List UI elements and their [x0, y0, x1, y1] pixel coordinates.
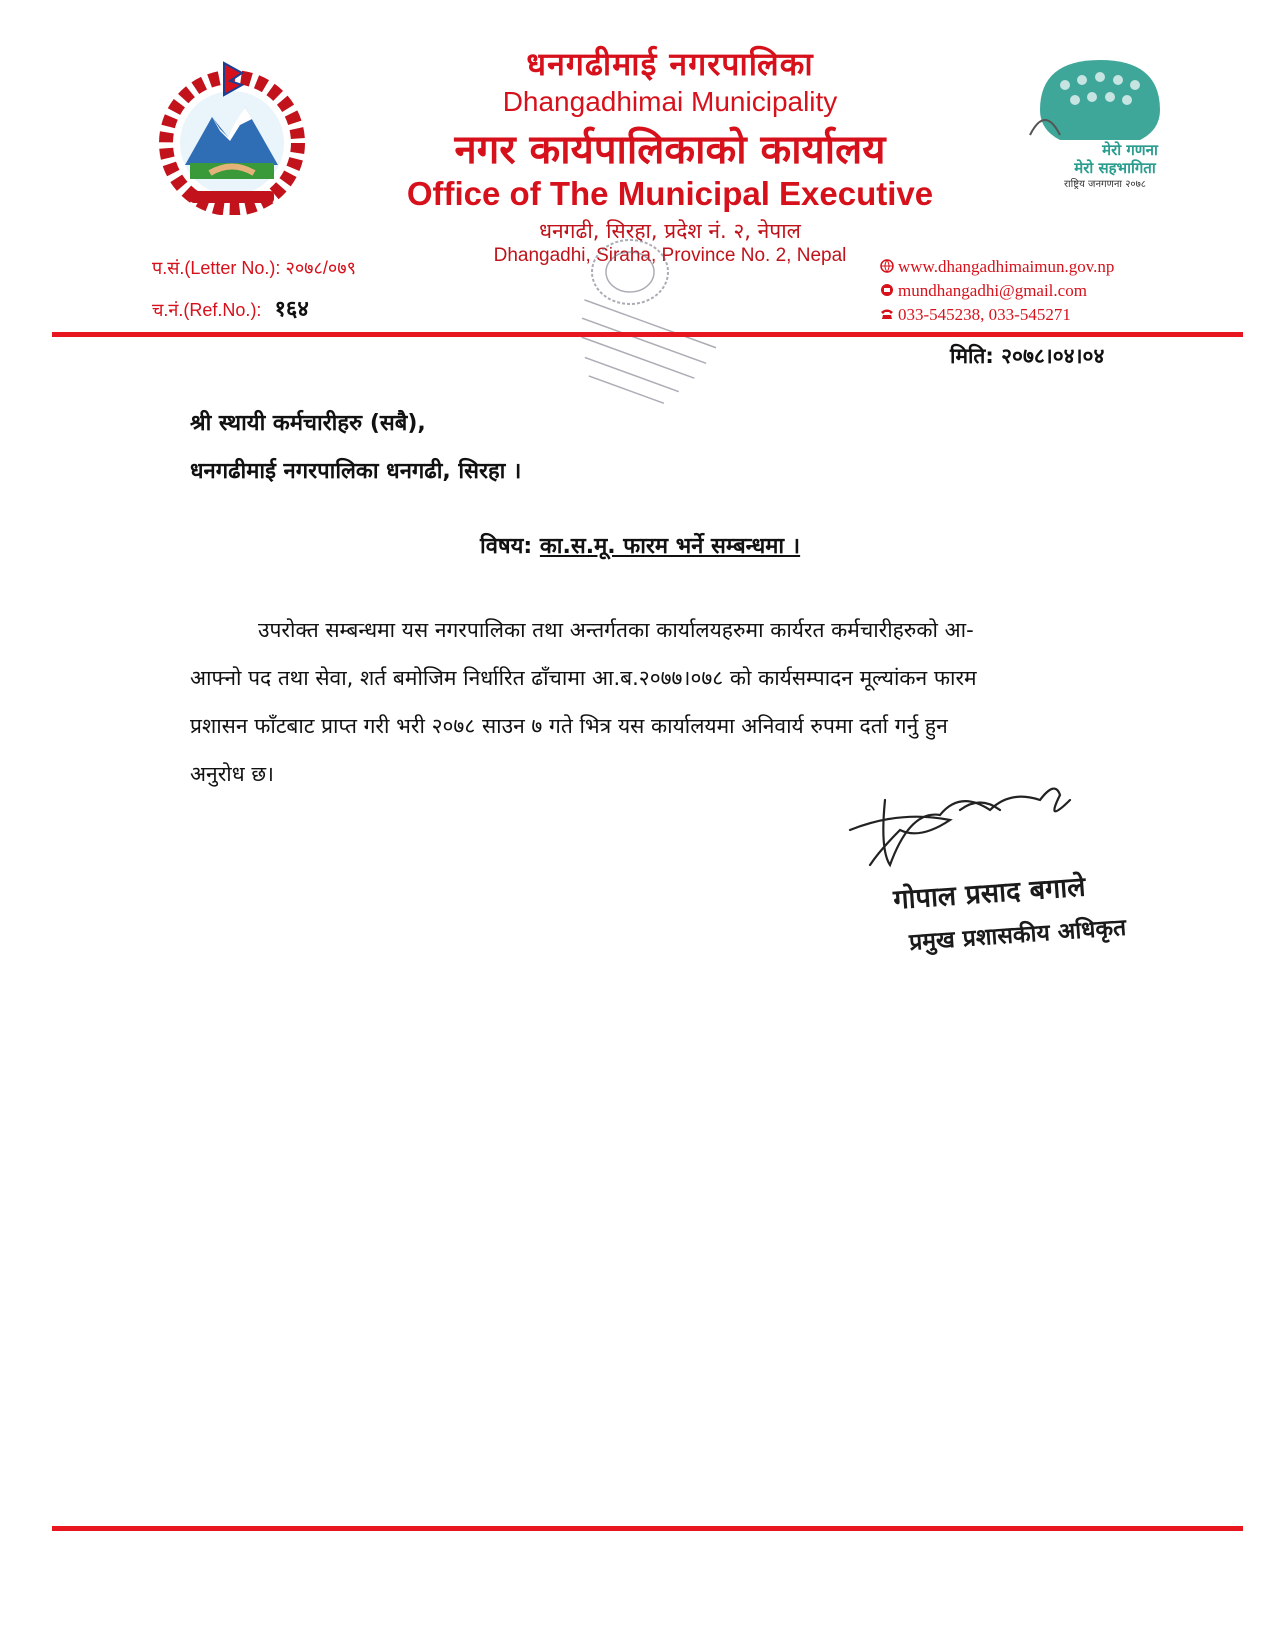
- website-link[interactable]: www.dhangadhimaimun.gov.np: [898, 257, 1115, 276]
- recipient-line1: श्री स्थायी कर्मचारीहरु (सबै),: [190, 411, 426, 436]
- municipality-name-np: धनगढीमाई नगरपालिका: [526, 45, 814, 83]
- subject-text: का.स.मू. फारम भर्ने सम्बन्धमा ।: [539, 534, 801, 559]
- contact-phone: [880, 305, 1071, 325]
- letter-number-label: प.सं.(Letter No.):: [152, 258, 281, 278]
- ref-number-value: १६४: [274, 296, 309, 321]
- ref-number: [152, 293, 309, 323]
- nepal-emblem-icon: [150, 55, 315, 215]
- body-line1: उपरोक्त सम्बन्धमा यस नगरपालिका तथा अन्तर्गतका कार्यालयहरुमा कार्यरत कर्मचारीहरुको आ-: [258, 618, 974, 642]
- letter-date: मिति: २०७८।०४।०४: [950, 344, 1105, 368]
- footer-divider: [52, 1526, 1243, 1531]
- letter-number-value: २०७८/०७९: [285, 258, 356, 278]
- address-en: Dhangadhi, Siraha, Province No. 2, Nepal: [493, 245, 847, 266]
- body-line3: प्रशासन फाँटबाट प्राप्त गरी भरी २०७८ साउन ७ गते भित्र यस कार्यालयमा अनिवार्य रुपमा दर्ता गर्नु हुन: [190, 714, 948, 738]
- contact-email: [880, 281, 1087, 301]
- globe-icon: [880, 259, 894, 273]
- signatory-name: गोपाल प्रसाद बगाले: [892, 871, 1087, 916]
- census-line1: मेरो गणना: [1102, 141, 1158, 159]
- census-line3: राष्ट्रिय जनगणना २०७८: [1063, 179, 1147, 190]
- body-line2: आफ्नो पद तथा सेवा, शर्त बमोजिम निर्धारित ढाँचामा आ.ब.२०७७।०७८ को कार्यसम्पादन मूल्यांकन फारम: [190, 666, 977, 690]
- ref-number-label: च.नं.(Ref.No.):: [152, 300, 262, 320]
- signatory-title: प्रमुख प्रशासकीय अधिकृत: [908, 914, 1127, 956]
- address-np: धनगढी, सिरहा, प्रदेश नं. २, नेपाल: [539, 219, 801, 243]
- contact-website: [880, 257, 1114, 277]
- census-line2: मेरो सहभागिता: [1074, 159, 1156, 177]
- email-link[interactable]: mundhangadhi@gmail.com: [898, 281, 1087, 300]
- municipality-name-en: Dhangadhimai Municipality: [502, 86, 838, 117]
- body-line4: अनुरोध छ।: [190, 762, 274, 786]
- census-logo-icon: [1020, 55, 1170, 190]
- office-stamp-icon: [560, 232, 720, 407]
- letter-number: [152, 256, 356, 280]
- office-name-np: नगर कार्यपालिकाको कार्यालय: [454, 127, 886, 173]
- recipient-line2: धनगढीमाई नगरपालिका धनगढी, सिरहा ।: [190, 459, 522, 484]
- email-icon: [880, 283, 894, 297]
- office-name-en: Office of The Municipal Executive: [406, 175, 934, 212]
- phone-icon: [880, 307, 894, 321]
- subject: [480, 530, 800, 560]
- phone-number: 033-545238, 033-545271: [898, 305, 1071, 324]
- subject-label: विषय:: [480, 534, 533, 559]
- header-divider: [52, 332, 1243, 337]
